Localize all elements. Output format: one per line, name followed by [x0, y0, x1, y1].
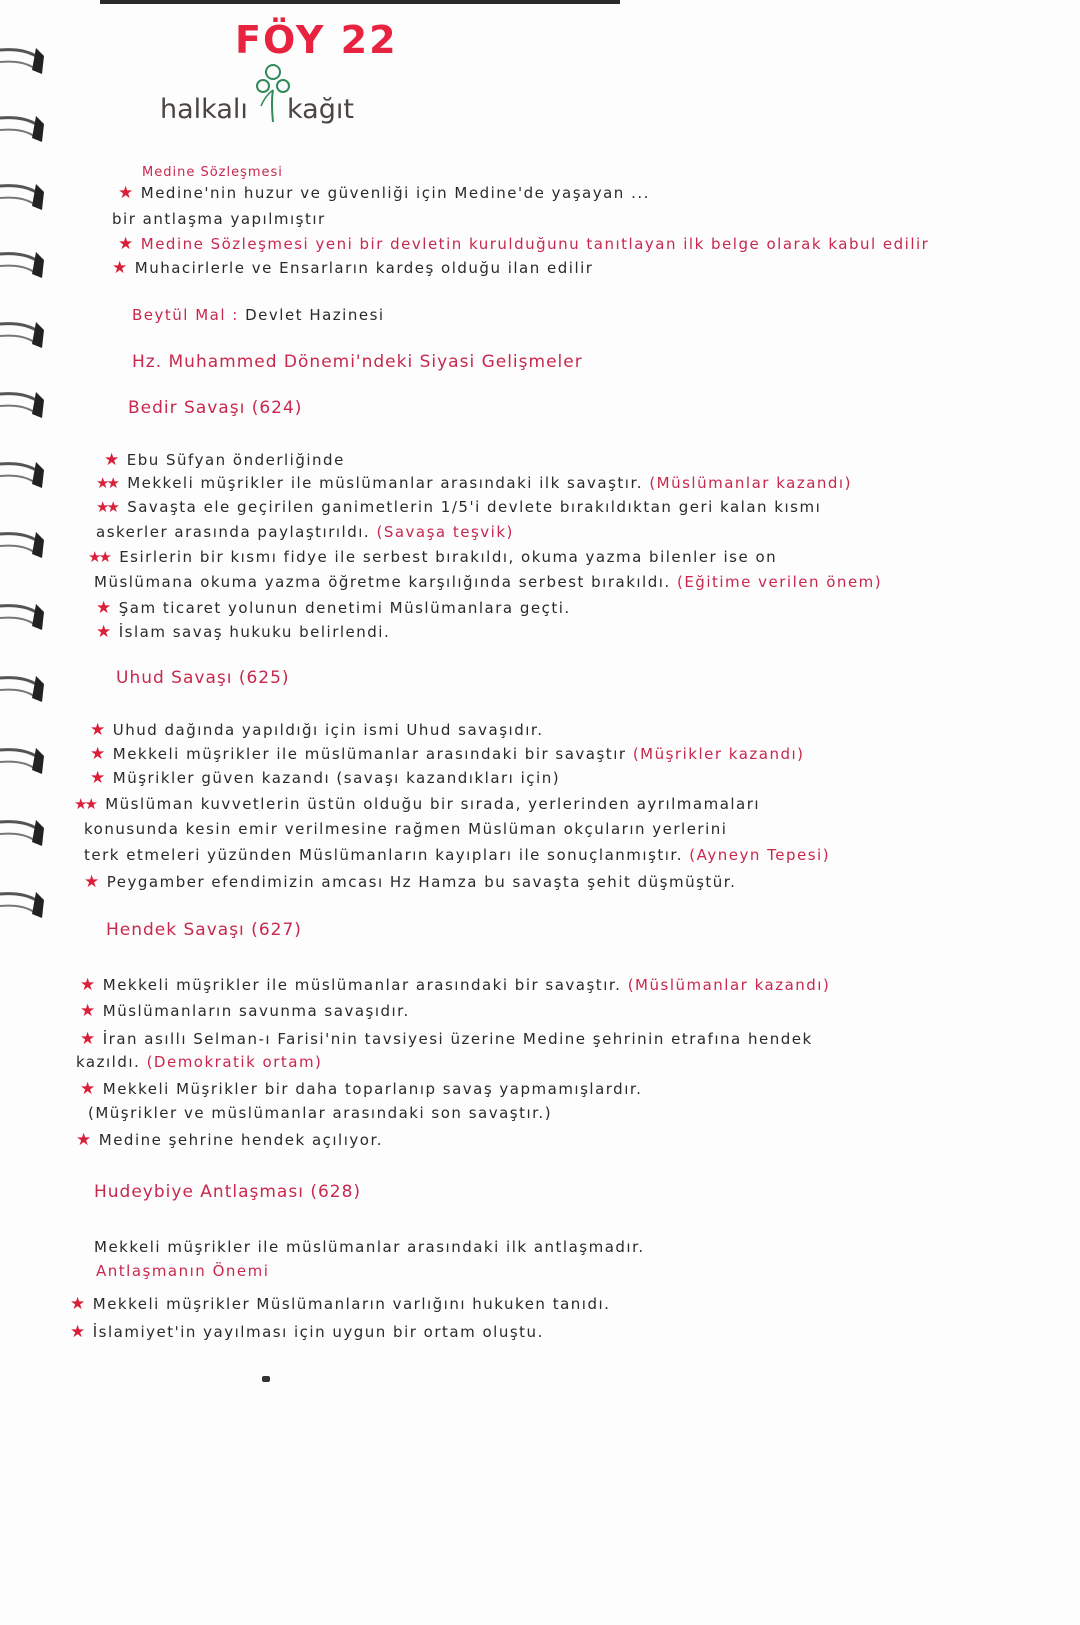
star-icon: ★: [90, 768, 107, 788]
double-star-icon: ★★: [96, 474, 117, 492]
list-item: ★★ Mekkeli müşrikler ile müslümanlar arasındaki ilk savaştır. (Müslümanlar kazandı): [96, 474, 852, 492]
list-item: ★ Uhud dağında yapıldığı için ismi Uhud savaşıdır.: [90, 720, 544, 740]
star-icon: ★: [96, 622, 113, 642]
section-heading-uhud: Uhud Savaşı (625): [116, 668, 290, 688]
list-item: ★ Medine şehrine hendek açılıyor.: [76, 1130, 384, 1150]
star-icon: ★: [70, 1294, 87, 1314]
list-item: ★ Peygamber efendimizin amcası Hz Hamza bu savaşta şehit düşmüştür.: [84, 872, 737, 892]
list-item: ★ Medine'nin huzur ve güvenliği için Medine'de yaşayan ...: [118, 183, 650, 203]
page-title: FÖY 22: [235, 18, 398, 62]
list-item: ★ Mekkeli müşrikler ile müslümanlar arasındaki bir savaştır. (Müslümanlar kazandı): [80, 975, 831, 995]
ink-speck: [262, 1376, 270, 1382]
double-star-icon: ★★: [96, 498, 117, 516]
paragraph: Mekkeli müşrikler ile müslümanlar arasındaki ilk antlaşmadır.: [94, 1238, 645, 1256]
page-top-edge: [100, 0, 620, 4]
tree-logo-icon: [255, 62, 291, 126]
list-item: ★★ Müslüman kuvvetlerin üstün olduğu bir sırada, yerlerinden ayrılmamaları: [74, 795, 761, 813]
star-icon: ★: [118, 183, 135, 203]
list-item: ★ Müslümanların savunma savaşıdır.: [80, 1001, 410, 1021]
spiral-ring-icon: [0, 42, 48, 78]
spiral-ring-icon: [0, 742, 48, 778]
section-heading-hudeybiye: Hudeybiye Antlaşması (628): [94, 1182, 362, 1202]
star-icon: ★: [90, 744, 107, 764]
section-heading-donem: Hz. Muhammed Dönemi'ndeki Siyasi Gelişmeler: [132, 352, 583, 372]
list-item: ★ İslam savaş hukuku belirlendi.: [96, 622, 391, 642]
spiral-ring-icon: [0, 110, 48, 146]
brand-right-text: kağıt: [287, 94, 354, 125]
spiral-ring-icon: [0, 598, 48, 634]
star-icon: ★: [84, 872, 101, 892]
star-icon: ★: [80, 1001, 97, 1021]
spiral-ring-icon: [0, 316, 48, 352]
star-icon: ★: [70, 1322, 87, 1342]
star-icon: ★: [76, 1130, 93, 1150]
double-star-icon: ★★: [88, 548, 109, 566]
section-heading-bedir: Bedir Savaşı (624): [128, 398, 303, 418]
list-item-continuation: (Müşrikler ve müslümanlar arasındaki son savaştır.): [88, 1104, 553, 1122]
star-icon: ★: [90, 720, 107, 740]
list-item: ★★ Esirlerin bir kısmı fidye ile serbest bırakıldı, okuma yazma bilenler ise on: [88, 548, 778, 566]
list-item-continuation: bir antlaşma yapılmıştır: [112, 210, 326, 228]
star-icon: ★: [112, 258, 129, 278]
star-icon: ★: [80, 1029, 97, 1049]
definition-beytul-mal: Beytül Mal : Devlet Hazinesi: [132, 306, 385, 324]
spiral-ring-icon: [0, 814, 48, 850]
list-item: ★ Şam ticaret yolunun denetimi Müslümanlara geçti.: [96, 598, 571, 618]
list-item: ★ Muhacirlerle ve Ensarların kardeş olduğu ilan edilir: [112, 258, 594, 278]
spiral-ring-icon: [0, 246, 48, 282]
star-icon: ★: [80, 975, 97, 995]
spiral-ring-icon: [0, 386, 48, 422]
list-item: ★ Mekkeli Müşrikler bir daha toparlanıp savaş yapmamışlardır.: [80, 1079, 643, 1099]
brand-logo: [160, 62, 380, 132]
section-heading-medine: Medine Sözleşmesi: [142, 165, 283, 180]
list-item-continuation: kazıldı. (Demokratik ortam): [76, 1053, 323, 1071]
list-item: ★ Mekkeli müşrikler Müslümanların varlığını hukuken tanıdı.: [70, 1294, 611, 1314]
list-item: ★ Ebu Süfyan önderliğinde: [104, 450, 345, 470]
subheading-antlasma-onemi: Antlaşmanın Önemi: [96, 1262, 270, 1280]
spiral-ring-icon: [0, 178, 48, 214]
star-icon: ★: [96, 598, 113, 618]
spiral-ring-icon: [0, 886, 48, 922]
list-item-continuation: askerler arasında paylaştırıldı. (Savaşa teşvik): [96, 523, 514, 541]
spiral-ring-icon: [0, 670, 48, 706]
list-item: ★ İslamiyet'in yayılması için uygun bir ortam oluştu.: [70, 1322, 544, 1342]
list-item: ★ İran asıllı Selman-ı Farisi'nin tavsiyesi üzerine Medine şehrinin etrafına hendek: [80, 1029, 813, 1049]
list-item: ★★ Savaşta ele geçirilen ganimetlerin 1/5'i devlete bırakıldıktan geri kalan kısmı: [96, 498, 822, 516]
brand-left-text: halkalı: [160, 94, 248, 125]
star-icon: ★: [118, 234, 135, 254]
list-item: ★ Mekkeli müşrikler ile müslümanlar arasındaki bir savaştır (Müşrikler kazandı): [90, 744, 805, 764]
spiral-ring-icon: [0, 526, 48, 562]
double-star-icon: ★★: [74, 795, 95, 813]
star-icon: ★: [104, 450, 121, 470]
spiral-ring-icon: [0, 456, 48, 492]
list-item: ★ Müşrikler güven kazandı (savaşı kazandıkları için): [90, 768, 561, 788]
list-item-continuation: Müslümana okuma yazma öğretme karşılığında serbest bırakıldı. (Eğitime verilen önem): [94, 573, 883, 591]
list-item-continuation: terk etmeleri yüzünden Müslümanların kayıpları ile sonuçlanmıştır. (Ayneyn Tepesi): [84, 846, 831, 864]
list-item: ★ Medine Sözleşmesi yeni bir devletin kurulduğunu tanıtlayan ilk belge olarak kabul edilir: [118, 234, 930, 254]
star-icon: ★: [80, 1079, 97, 1099]
section-heading-hendek: Hendek Savaşı (627): [106, 920, 302, 940]
list-item-continuation: konusunda kesin emir verilmesine rağmen Müslüman okçuların yerlerini: [84, 820, 728, 838]
